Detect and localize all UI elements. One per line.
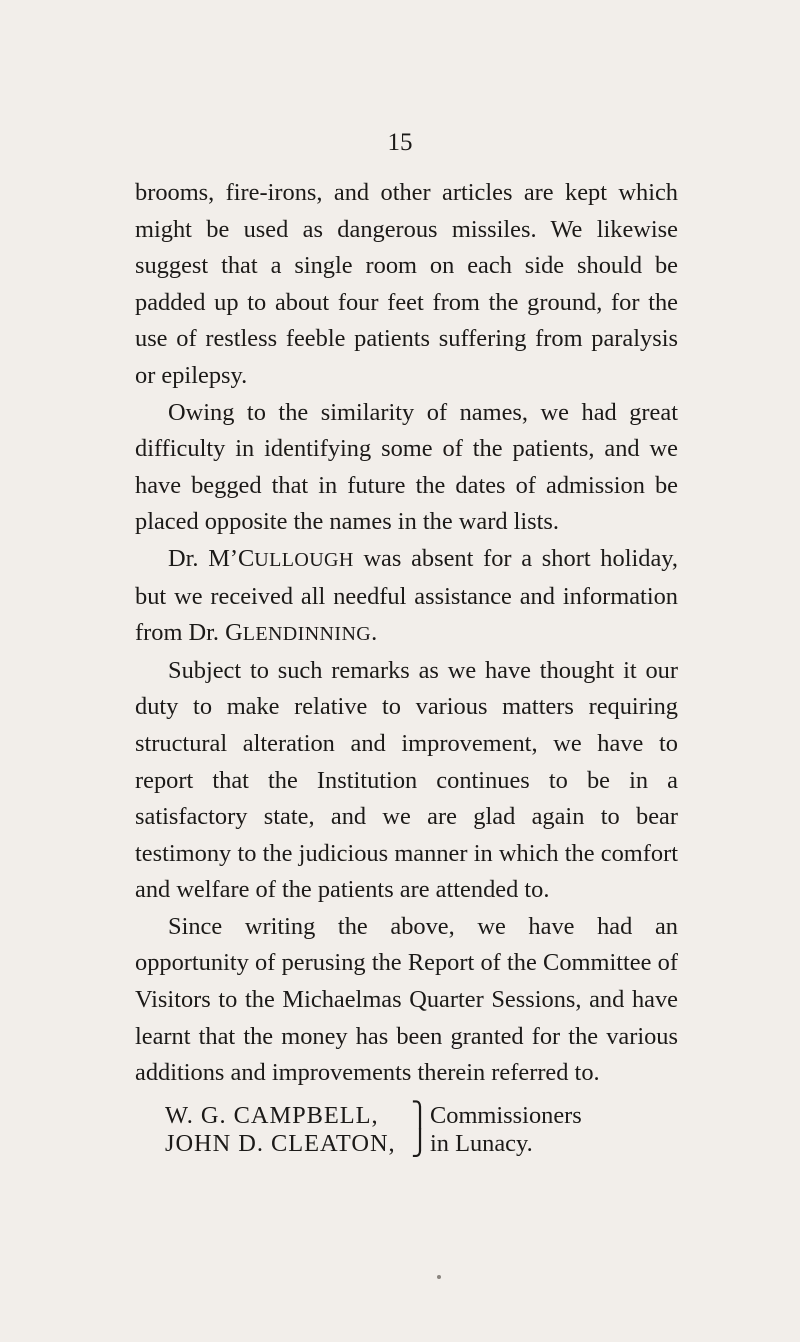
paragraph-continuation: brooms, fire-irons, and other articles are kept which might be used as dangerous missiles. We likewise suggest that a single room on each side should be padded up to about four feet from the ground, for the use of restless feeble patients suffering from paralysis or epilepsy. [135, 179, 678, 389]
signature-row [165, 1130, 680, 1158]
paragraph-text: . [371, 619, 378, 647]
paragraph-text: Dr. M’C [168, 544, 255, 572]
paragraph-postscript: Since writing the above, we have had an opportunity of perusing the Report of the Committee of Visitors to the Michaelmas Quarter Sessions, and have learnt that the money has been granted for the various additions and improvements therein referred to. [135, 912, 678, 1087]
commissioner-title: in Lunacy. [430, 1130, 533, 1157]
paragraph-text: was absent for a short holiday, but we received all needful assistance and information from Dr. G [135, 544, 678, 647]
ink-speck-mark [437, 1275, 441, 1279]
paragraph-medical-officer [135, 541, 678, 653]
brace-top: ⎫ [410, 1102, 430, 1129]
signature-block [165, 1102, 680, 1158]
signature-row [165, 1102, 680, 1130]
paragraph-similarity-of-names: Owing to the similarity of names, we had great difficulty in identifying some of the patients, and we have begged that in future the dates of admission be placed opposite the names in the ward lists. [135, 398, 678, 536]
commissioner-title: Commissioners [430, 1102, 582, 1129]
commissioner-name: W. G. CAMPBELL, [165, 1102, 379, 1129]
brace-bottom: ⎭ [410, 1130, 430, 1157]
body-text [135, 175, 678, 1092]
paragraph-report: Subject to such remarks as we have thought it our duty to make relative to various matters requiring structural alteration and improvement, we have to report that the Institution continues to be in a satisfactory state, and we are glad again to bear testimony to the judicious manner in which the comfort and welfare of the patients are attended to. [135, 656, 678, 904]
small-caps-name: ULLOUGH [254, 548, 354, 571]
commissioner-name: JOHN D. CLEATON, [165, 1130, 396, 1157]
page-number: 15 [387, 129, 413, 156]
small-caps-name: LENDINNING [242, 623, 372, 646]
